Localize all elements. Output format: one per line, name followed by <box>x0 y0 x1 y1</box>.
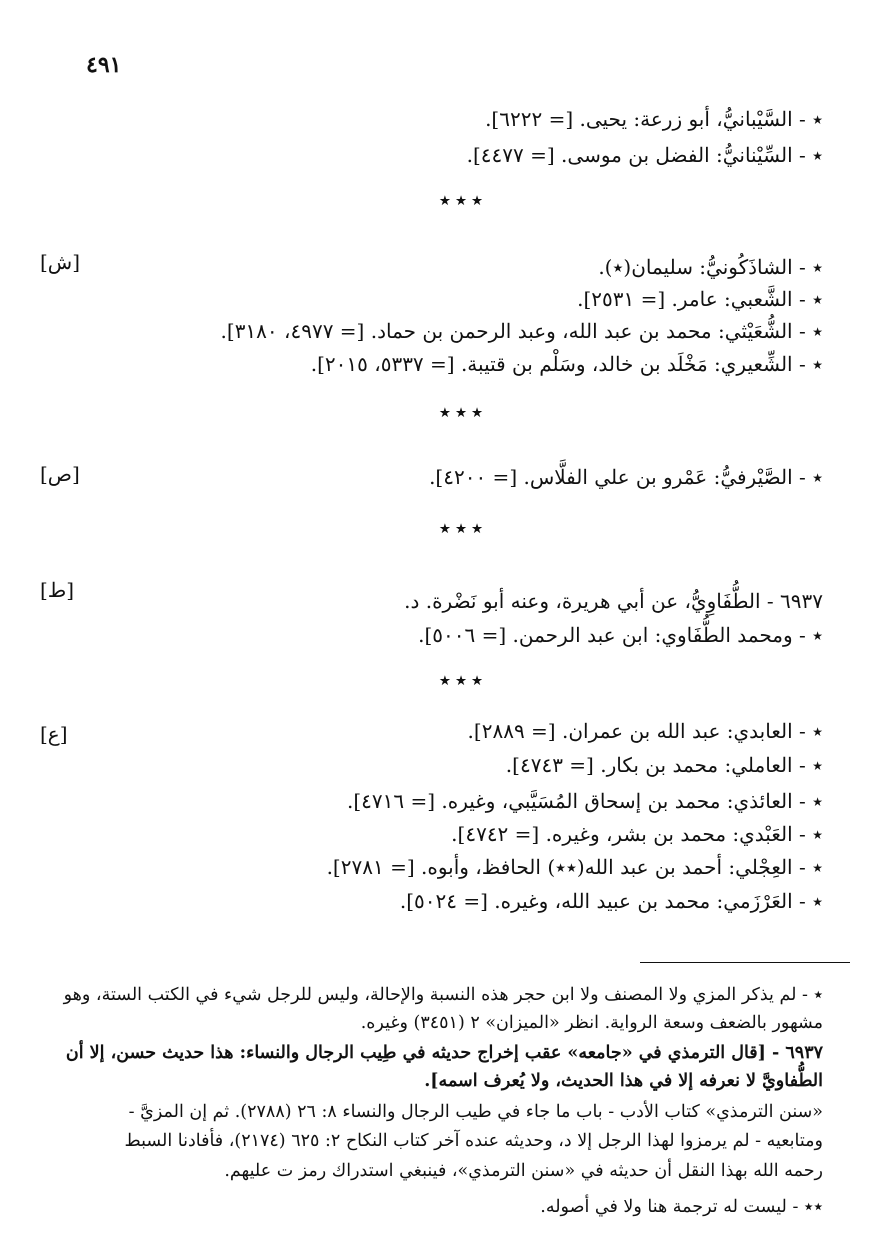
entry-line: ٭ - العاملي: محمد بن بكار. [= ٤٧٤٣]. <box>505 753 823 777</box>
footnote-line: ٭٭ - ليست له ترجمة هنا ولا في أصوله. <box>540 1197 823 1217</box>
entry-line: ٭ - العابدي: عبد الله بن عمران. [= ٢٨٨٩]. <box>467 719 823 743</box>
section-separator: ٭ ٭ ٭ <box>440 402 482 423</box>
entry-line: ٭ - العَبْدي: محمد بن بشر، وغيره. [= ٤٧٤٢]. <box>451 822 823 846</box>
entry-line: ٭ - السِّيْنانيُّ: الفضل بن موسى. [= ٤٤٧٧]. <box>466 143 823 167</box>
entry-line: ٭ - ومحمد الطُّفَاوي: ابن عبد الرحمن. [= ٥٠٠٦]. <box>418 623 823 647</box>
entry-line: ٭ - الصَّيْرفيُّ: عَمْرو بن علي الفلَّاس. [= ٤٢٠٠]. <box>429 465 823 489</box>
footnote-line: الطُّفاويَّ لا نعرفه إلا في هذا الحديث، ولا يُعرف اسمه]. <box>424 1071 823 1091</box>
footnote-line: ٭ - لم يذكر المزي ولا المصنف ولا ابن حجر هذه النسبة والإحالة، وليس للرجل شيء في الكتب الستة، وهو <box>63 985 823 1005</box>
footnote-line: ومتابعيه - لم يرمزوا لهذا الرجل إلا د، وحديثه عنده آخر كتاب النكاح ٢: ٦٢٥ (٢١٧٤)، فأفادنا السبط <box>124 1131 823 1151</box>
section-separator: ٭ ٭ ٭ <box>440 190 482 211</box>
footnote-line: رحمه الله بهذا النقل أن حديثه في «سنن الترمذي»، فينبغي استدراك رمز ت عليهم. <box>224 1161 823 1181</box>
entry-line: ٭ - العَرْزَمي: محمد بن عبيد الله، وغيره. [= ٥٠٢٤]. <box>399 889 823 913</box>
section-letter-shin: [ش] <box>40 250 81 274</box>
footnote-line: مشهور بالضعف وسعة الرواية. انظر «الميزان» ٢ (٣٤٥١) وغيره. <box>360 1013 823 1033</box>
entry-line: ٦٩٣٧ - الطُّفَاوِيُّ، عن أبي هريرة، وعنه أبو نَضْرة. د. <box>404 589 823 613</box>
entry-line: ٭ - الشَّعبي: عامر. [= ٢٥٣١]. <box>577 287 823 311</box>
section-letter-ta: [ط] <box>40 578 75 602</box>
entry-line: ٭ - العِجْلي: أحمد بن عبد الله(٭٭) الحافظ، وأبوه. [= ٢٧٨١]. <box>326 855 823 879</box>
footnote-line: ٦٩٣٧ - [قال الترمذي في «جامعه» عقب إخراج حديثه في طِيب الرجال والنساء: هذا حديث حسن، إلا أن <box>65 1043 823 1063</box>
section-separator: ٭ ٭ ٭ <box>440 670 482 691</box>
section-letter-sad: [ص] <box>40 462 80 486</box>
section-separator: ٭ ٭ ٭ <box>440 518 482 539</box>
entry-line: ٭ - الشاذَكُونيُّ: سليمان(٭). <box>598 255 823 279</box>
page-number: ٤٩١ <box>86 52 122 78</box>
entry-line: ٭ - العائذي: محمد بن إسحاق المُسَيَّبي، وغيره. [= ٤٧١٦]. <box>346 789 823 813</box>
entry-line: ٭ - السَّيْبانيُّ، أبو زرعة: يحيى. [= ٦٢٢٢]. <box>485 107 823 131</box>
entry-line: ٭ - الشُّعَيْثي: محمد بن عبد الله، وعبد الرحمن بن حماد. [= ٤٩٧٧، ٣١٨٠]. <box>220 319 823 343</box>
footnote-line: «سنن الترمذي» كتاب الأدب - باب ما جاء في طيب الرجال والنساء ٨: ٢٦ (٢٧٨٨). ثم إن المزيَّ - <box>128 1102 823 1122</box>
footnote-separator <box>640 962 850 963</box>
entry-line: ٭ - الشِّعيري: مَخْلَد بن خالد، وسَلْم بن قتيبة. [= ٥٣٣٧، ٢٠١٥]. <box>310 352 823 376</box>
section-letter-ain: [ع] <box>40 722 68 746</box>
